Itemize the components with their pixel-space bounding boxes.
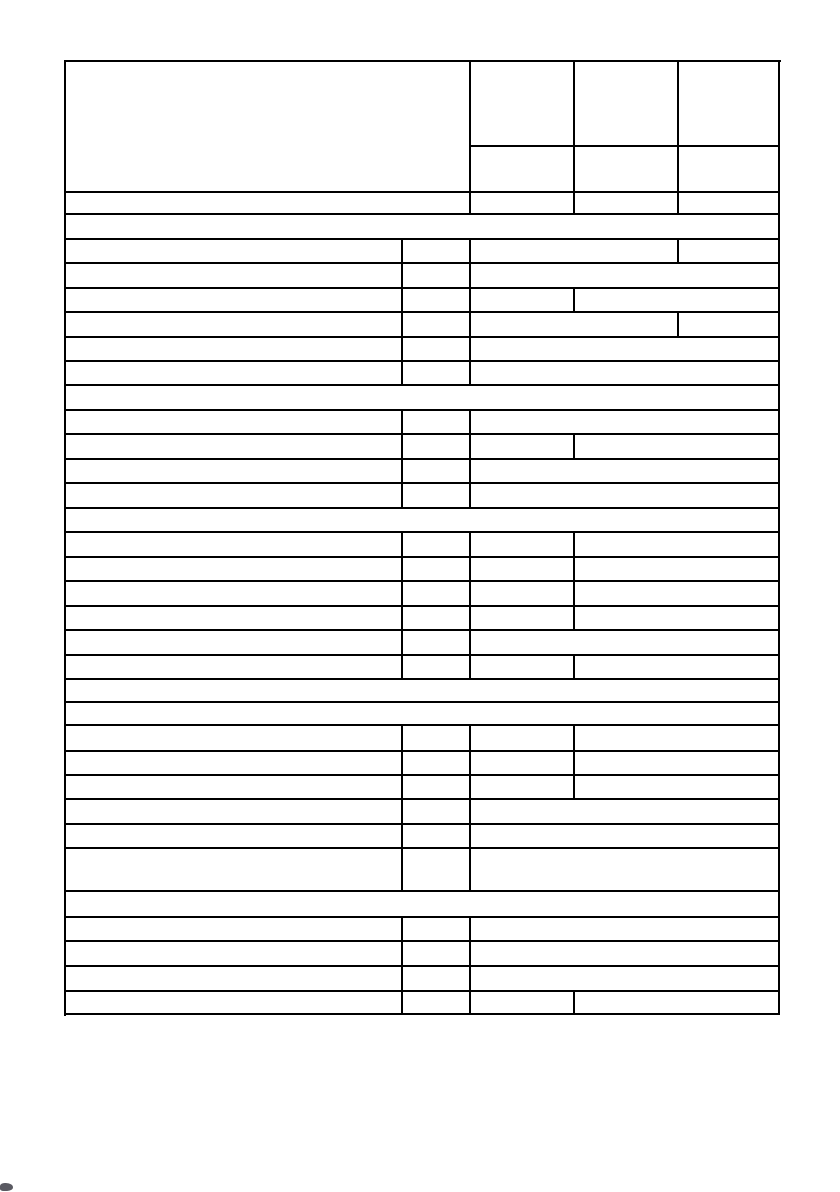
cell-spec-row-b3-2 bbox=[471, 460, 780, 484]
cell-spec-row-c6-0 bbox=[66, 656, 403, 680]
cell-spec-row-d1-2 bbox=[471, 726, 575, 752]
cell-spec-row-a1-0 bbox=[66, 240, 403, 264]
cell-header-sub-0 bbox=[471, 147, 575, 193]
cell-spec-row-c2-1 bbox=[403, 558, 471, 582]
cell-spec-row-c1-2 bbox=[471, 533, 575, 558]
cell-spec-row-a4-0 bbox=[66, 313, 403, 338]
cell-spec-row-d6-tall-2 bbox=[471, 849, 780, 892]
cell-spec-row-e2-0 bbox=[66, 942, 403, 967]
cell-spec-row-c3-1 bbox=[403, 582, 471, 607]
cell-spec-row-d6-tall-1 bbox=[403, 849, 471, 892]
cell-spec-row-a2-1 bbox=[403, 264, 471, 289]
cell-spec-row-d2-3 bbox=[575, 752, 780, 776]
cell-spec-row-b1-2 bbox=[471, 411, 780, 435]
cell-spec-row-e1-0 bbox=[66, 918, 403, 942]
cell-spec-row-d1-0 bbox=[66, 726, 403, 752]
cell-spec-row-a4-2 bbox=[471, 313, 679, 338]
cell-spec-row-e1-1 bbox=[403, 918, 471, 942]
cell-spec-row-e4-1 bbox=[403, 992, 471, 1015]
cell-section-bar-4-0 bbox=[66, 680, 780, 703]
cell-spec-row-c5-0 bbox=[66, 631, 403, 656]
cell-spec-row-a2-2 bbox=[471, 264, 780, 289]
cell-spec-row-a4-3 bbox=[679, 313, 780, 338]
cell-spec-row-c3-2 bbox=[471, 582, 575, 607]
cell-spec-row-e3-2 bbox=[471, 967, 780, 992]
cell-section-bar-2-0 bbox=[66, 386, 780, 411]
cell-spec-row-b2-3 bbox=[575, 435, 780, 460]
cell-section-bar-3-0 bbox=[66, 509, 780, 533]
cell-spec-row-a1-1 bbox=[403, 240, 471, 264]
cell-spec-row-b2-0 bbox=[66, 435, 403, 460]
cell-spec-row-d1-3 bbox=[575, 726, 780, 752]
cell-spec-row-c1-1 bbox=[403, 533, 471, 558]
cell-spec-row-a4-1 bbox=[403, 313, 471, 338]
cell-spec-row-c4-3 bbox=[575, 607, 780, 631]
cell-section-bar-6-0 bbox=[66, 892, 780, 918]
cell-spec-row-b4-2 bbox=[471, 484, 780, 509]
cell-section-bar-5-0 bbox=[66, 703, 780, 726]
page-corner-smudge bbox=[0, 1183, 13, 1191]
cell-header-top-1 bbox=[471, 62, 575, 147]
cell-spec-row-a2-0 bbox=[66, 264, 403, 289]
cell-spec-row-c2-0 bbox=[66, 558, 403, 582]
cell-spec-row-a3-2 bbox=[471, 289, 575, 313]
cell-spec-row-d1-1 bbox=[403, 726, 471, 752]
cell-spec-row-b2-2 bbox=[471, 435, 575, 460]
cell-spec-row-e1-2 bbox=[471, 918, 780, 942]
cell-spec-row-e4-0 bbox=[66, 992, 403, 1015]
cell-spec-row-c6-3 bbox=[575, 656, 780, 680]
cell-header-sub-1 bbox=[575, 147, 679, 193]
cell-spec-row-d6-tall-0 bbox=[66, 849, 403, 892]
cell-spec-row-c3-3 bbox=[575, 582, 780, 607]
cell-spec-row-d5-1 bbox=[403, 825, 471, 849]
cell-header-meta-0 bbox=[66, 193, 471, 215]
cell-spec-row-a5-0 bbox=[66, 338, 403, 362]
cell-spec-row-a1-2 bbox=[471, 240, 679, 264]
cell-spec-row-d3-1 bbox=[403, 776, 471, 800]
cell-spec-row-d5-0 bbox=[66, 825, 403, 849]
cell-spec-row-b2-1 bbox=[403, 435, 471, 460]
cell-spec-row-b1-0 bbox=[66, 411, 403, 435]
cell-spec-row-c6-2 bbox=[471, 656, 575, 680]
cell-spec-row-d5-2 bbox=[471, 825, 780, 849]
cell-header-top-2 bbox=[575, 62, 679, 147]
cell-spec-row-c1-3 bbox=[575, 533, 780, 558]
cell-spec-row-d4-1 bbox=[403, 800, 471, 825]
cell-spec-row-e3-0 bbox=[66, 967, 403, 992]
cell-header-sub-2 bbox=[679, 147, 780, 193]
cell-spec-row-a5-1 bbox=[403, 338, 471, 362]
cell-header-top-3 bbox=[679, 62, 780, 147]
cell-spec-row-d3-0 bbox=[66, 776, 403, 800]
cell-spec-row-c1-0 bbox=[66, 533, 403, 558]
cell-spec-row-c4-2 bbox=[471, 607, 575, 631]
cell-spec-row-d2-2 bbox=[471, 752, 575, 776]
cell-spec-row-c5-1 bbox=[403, 631, 471, 656]
cell-spec-row-c5-2 bbox=[471, 631, 780, 656]
cell-spec-row-c2-3 bbox=[575, 558, 780, 582]
cell-spec-row-a1-3 bbox=[679, 240, 780, 264]
cell-spec-row-c4-0 bbox=[66, 607, 403, 631]
cell-spec-row-d2-1 bbox=[403, 752, 471, 776]
cell-header-meta-2 bbox=[575, 193, 679, 215]
cell-spec-row-e3-1 bbox=[403, 967, 471, 992]
spec-table bbox=[64, 60, 781, 1016]
cell-spec-row-e2-2 bbox=[471, 942, 780, 967]
cell-spec-row-b4-1 bbox=[403, 484, 471, 509]
cell-header-top-0 bbox=[66, 62, 471, 193]
cell-spec-row-c2-2 bbox=[471, 558, 575, 582]
cell-spec-row-b3-1 bbox=[403, 460, 471, 484]
cell-spec-row-a3-3 bbox=[575, 289, 780, 313]
cell-spec-row-e4-3 bbox=[575, 992, 780, 1015]
cell-header-meta-3 bbox=[679, 193, 780, 215]
cell-section-bar-1-0 bbox=[66, 215, 780, 240]
cell-spec-row-d3-3 bbox=[575, 776, 780, 800]
cell-spec-row-c4-1 bbox=[403, 607, 471, 631]
cell-spec-row-c6-1 bbox=[403, 656, 471, 680]
cell-header-meta-1 bbox=[471, 193, 575, 215]
cell-spec-row-a6-1 bbox=[403, 362, 471, 386]
cell-spec-row-e4-2 bbox=[471, 992, 575, 1015]
cell-spec-row-a3-1 bbox=[403, 289, 471, 313]
cell-spec-row-d4-2 bbox=[471, 800, 780, 825]
cell-spec-row-c3-0 bbox=[66, 582, 403, 607]
cell-spec-row-a5-2 bbox=[471, 338, 780, 362]
cell-spec-row-b4-0 bbox=[66, 484, 403, 509]
cell-spec-row-b1-1 bbox=[403, 411, 471, 435]
cell-spec-row-e2-1 bbox=[403, 942, 471, 967]
cell-spec-row-a3-0 bbox=[66, 289, 403, 313]
cell-spec-row-a6-2 bbox=[471, 362, 780, 386]
cell-spec-row-d4-0 bbox=[66, 800, 403, 825]
cell-spec-row-b3-0 bbox=[66, 460, 403, 484]
cell-spec-row-a6-0 bbox=[66, 362, 403, 386]
cell-spec-row-d3-2 bbox=[471, 776, 575, 800]
cell-spec-row-d2-0 bbox=[66, 752, 403, 776]
